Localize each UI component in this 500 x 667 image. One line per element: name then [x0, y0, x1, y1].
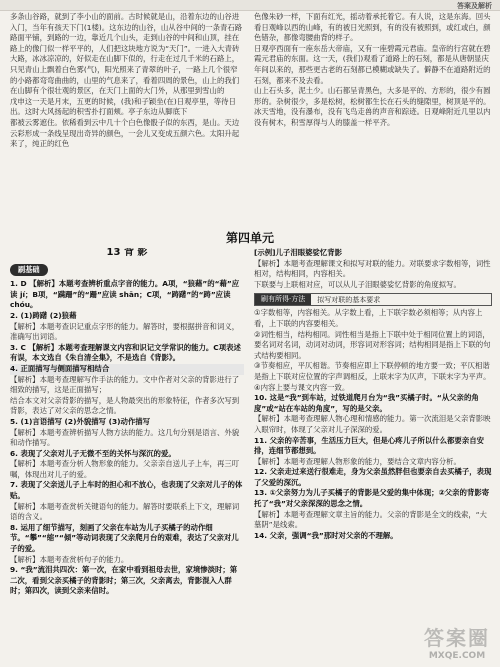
- answer-line: 7. 表现了父亲送儿子上车时的担心和不放心，也表现了父亲对儿子的体贴。: [10, 480, 243, 501]
- answer-line: 1. D 【解析】本题考查辨析重点字音的能力。A项，“狼藉”的“藉”应读 jí；B项，“蹒跚”的“跚”应读 shān；C项，“踌躇”的“踌”应读 chóu。: [10, 279, 240, 310]
- analysis-line: 【解析】本题考查识记重点字形的能力。解答时，要根据拼音和词义，准确写出词语。: [10, 321, 240, 342]
- paragraph: 路面平铺，到路的一边，靠近几个山头，走到山谷的中间和山顶，挂在路上的像门似一样平平的，人们把这块地方说为“天门”。一进入大青砖大路，冰冰凉凉的，好似走在山脚下似的，行走在过几千米的石路上，: [10, 33, 240, 64]
- answer-line: 3. C 【解析】本题考查理解课文内容和识记文学常识的能力。C项表述有误，本文选自《朱自清全集》，不是选自《背影》。: [10, 342, 241, 363]
- paragraph: 色像朱砂一样，下面有红光，摇动着承托着它。有人说，这是东海。回头看日观峰以西的山峰，有的被日光照到，有的没有被照到，或红或白，颜色错杂，都像弯腰曲背的样子。: [254, 12, 491, 43]
- analysis-line: 【解析】本题考查赏析句子的能力。: [10, 554, 129, 564]
- paragraph: 戊申这一天是月末，五更的时候，(我)和子颖坐(在)日观亭里，等待日出。这时大风扬起的积雪扑打面颊。亭子东边从脚底下: [10, 96, 236, 117]
- answer-line: 5. (1)言语描写 (2)外貌描写 (3)动作描写: [10, 416, 151, 426]
- running-header: 答案及解析: [457, 2, 492, 10]
- answer-line: 9. “我”流泪共四次：第一次，在家中看到祖母去世，家境惨淡时；第二次，看到父亲买橘子的背影时；第三次，父亲离去，背影混入人群时；第四次，读到父亲来信时。: [10, 565, 238, 596]
- answer-line: 14. 父亲，强调“我”那时对父亲的不理解。: [254, 530, 398, 540]
- analysis-line: 下联要与上联相对应，可以从儿子泪眼婆娑忆背影的角度拟写。: [254, 279, 461, 289]
- paragraph: 日观亭西面有一座东岳大帝庙，又有一座碧霞元君庙。皇帝的行宫就在碧霞元君庙的东面。这一天，(我们)观看了道路上的石刻，都是从唐朝显庆年间以来的，那些更古老的石刻都已模糊或缺失了。僻静不在道路附近的石刻，都来不及去看。: [254, 43, 491, 85]
- method-tag: 刷有所得·方法: [255, 294, 311, 305]
- answer-line: [示例]儿子泪眼婆娑忆背影: [254, 248, 343, 257]
- watermark: [424, 622, 490, 661]
- analysis-line: 【解析】本题考查理解文章主旨的能力。父亲的背影是全文的线索，“大墓阴”是线索。: [254, 509, 487, 530]
- answer-line: 12. 父亲走过来送行很难走，身为父亲虽然胖但也要亲自去买橘子，表现了父爱的深沉。: [254, 467, 492, 487]
- analysis-line: 【解析】本题考查理解课文和拟写对联的能力。对联要求字数相等，词性相对，结构相同，内容相关。: [254, 258, 491, 279]
- paragraph: 在山脚有个很壮观的景区，在天门上面的大门外，从那里到雪山的: [10, 86, 225, 96]
- method-title: 拟写对联的基本要求: [317, 295, 381, 304]
- paragraph: 多条山谷路，就到了李小山的面前。古时候就是山，沿着东边的山谷进入门，当年有孩天下门(1楼)。这东边的山谷，山从谷中间的一条青石路: [10, 12, 243, 32]
- paragraph: 只见青山上飘着白色雾(气)，阳光照来了青翠的叶子，一路上几个很窄的小路都弯弯曲曲的，山里的气息来了，看着四周的景色，山上的我们: [10, 64, 240, 85]
- answer-line: 8. 运用了细节描写，刻画了父亲在车站为儿子买橘子的动作细节。“攀”“缩”“倾”等动词表现了父亲爬月台的艰难，表达了父亲对儿子的爱。: [10, 522, 239, 554]
- answer-line: 6. 表现了父亲对儿子无微不至的关怀与深沉的爱。: [10, 448, 176, 458]
- answer-line: 11. 父亲的辛苦事，生活压力巨大，但是心疼儿子所以什么都要亲自安排，连细节都想到。: [254, 435, 484, 456]
- section-badge: 刷基础: [10, 264, 48, 277]
- paragraph: 山上石头多，泥土少。山石都呈青黑色，大多是平的、方形的，很少有圆形的。杂树很少，多是松树，松树都生长在石头的缝隙里，树顶是平的。冰天雪地，没有瀑布，没有飞鸟走兽的声音和踪迹。日观峰附近几里以内没有树木，积雪厚得与人的膝盖一样平齐。: [254, 86, 491, 127]
- watermark-url: MXQE.COM: [428, 651, 486, 661]
- analysis-line: 【解析】本题考查赏析关键语句的能力。解答时要联系上下文，理解词语的含义。: [10, 501, 240, 522]
- method-item: ④内容上要与课文内容一致。: [254, 382, 350, 392]
- answer-line: 4. 正面描写与侧面描写相结合: [10, 364, 244, 375]
- watermark-logo-text: 答案圈: [424, 626, 490, 650]
- answer-line: 13. ①父亲努力为儿子买橘子的背影是父爱的集中体现；②父亲的背影寄托了“我”对父亲深深的思念之情。: [254, 488, 490, 509]
- method-box: [254, 293, 492, 306]
- method-item: ①字数相等，内容相关。从字数上看，上下联字数必须相等；从内容上看，上下联的内容要相关。: [254, 308, 483, 328]
- translation-right-column: [254, 12, 492, 229]
- unit-title: 第四单元: [225, 231, 274, 245]
- analysis-line: 【解析】本题考查理解写作手法的能力。文中作者对父亲的背影进行了细致的描写，这是正面描写；: [10, 374, 240, 395]
- answer-right-column: [254, 248, 492, 660]
- page-top-band: [0, 0, 500, 11]
- translation-left-column: [10, 12, 244, 229]
- analysis-line: 结合本文对父亲背影的描写，是人物最突出的形象特征，作者多次写到背影，表达了对父亲的思念之情。: [10, 395, 240, 416]
- paragraph: 都被云雾遮住。依稀看到云中几十个白色像骰子似的东西，是山。天边云彩形成一条线呈现出奇异的颜色，一会儿又变成五颜六色。太阳升起来了，纯正的红色: [10, 117, 240, 149]
- analysis-line: 【解析】本题考查理解人物心理和情感的能力。第一次流泪是父亲背影映入眼帘时，体现了父亲对儿子深深的爱。: [254, 414, 491, 434]
- analysis-line: 【解析】本题考查辨析描写人物方法的能力。这几句分别是语言、外貌和动作描写。: [10, 427, 240, 448]
- analysis-line: 【解析】本题考查分析人物形象的能力。父亲亲自送儿子上车，再三叮嘱，体现出对儿子的爱。: [10, 459, 240, 479]
- analysis-line: 【解析】本题考查理解人物形象的能力，要结合文章内容分析。: [254, 456, 461, 466]
- answer-line: 2. (1)踌躇 (2)狼藉: [10, 310, 77, 320]
- answer-left-column: [10, 248, 244, 660]
- method-item: ③节奏相应，平仄相谐。节奏相应即上下联停顿的地方要一致；平仄相谐是指上下联对应位置的字声调相反，上联末字为仄声，下联末字为平声。: [254, 361, 491, 381]
- answer-line: 10. 这是“我”到车站，过铁道爬月台为“我”买橘子时。“从父亲的角度”或“站在车站的角度”，写的是父亲。: [254, 393, 479, 413]
- lesson-title: 13 背 影: [106, 248, 148, 258]
- method-item: ②词性相当，结构相同。词性相当是指上下联中处于相同位置上的词语，要名词对名词，动词对动词，形容词对形容词；结构相同是指上下联的句式结构要相同。: [254, 329, 491, 360]
